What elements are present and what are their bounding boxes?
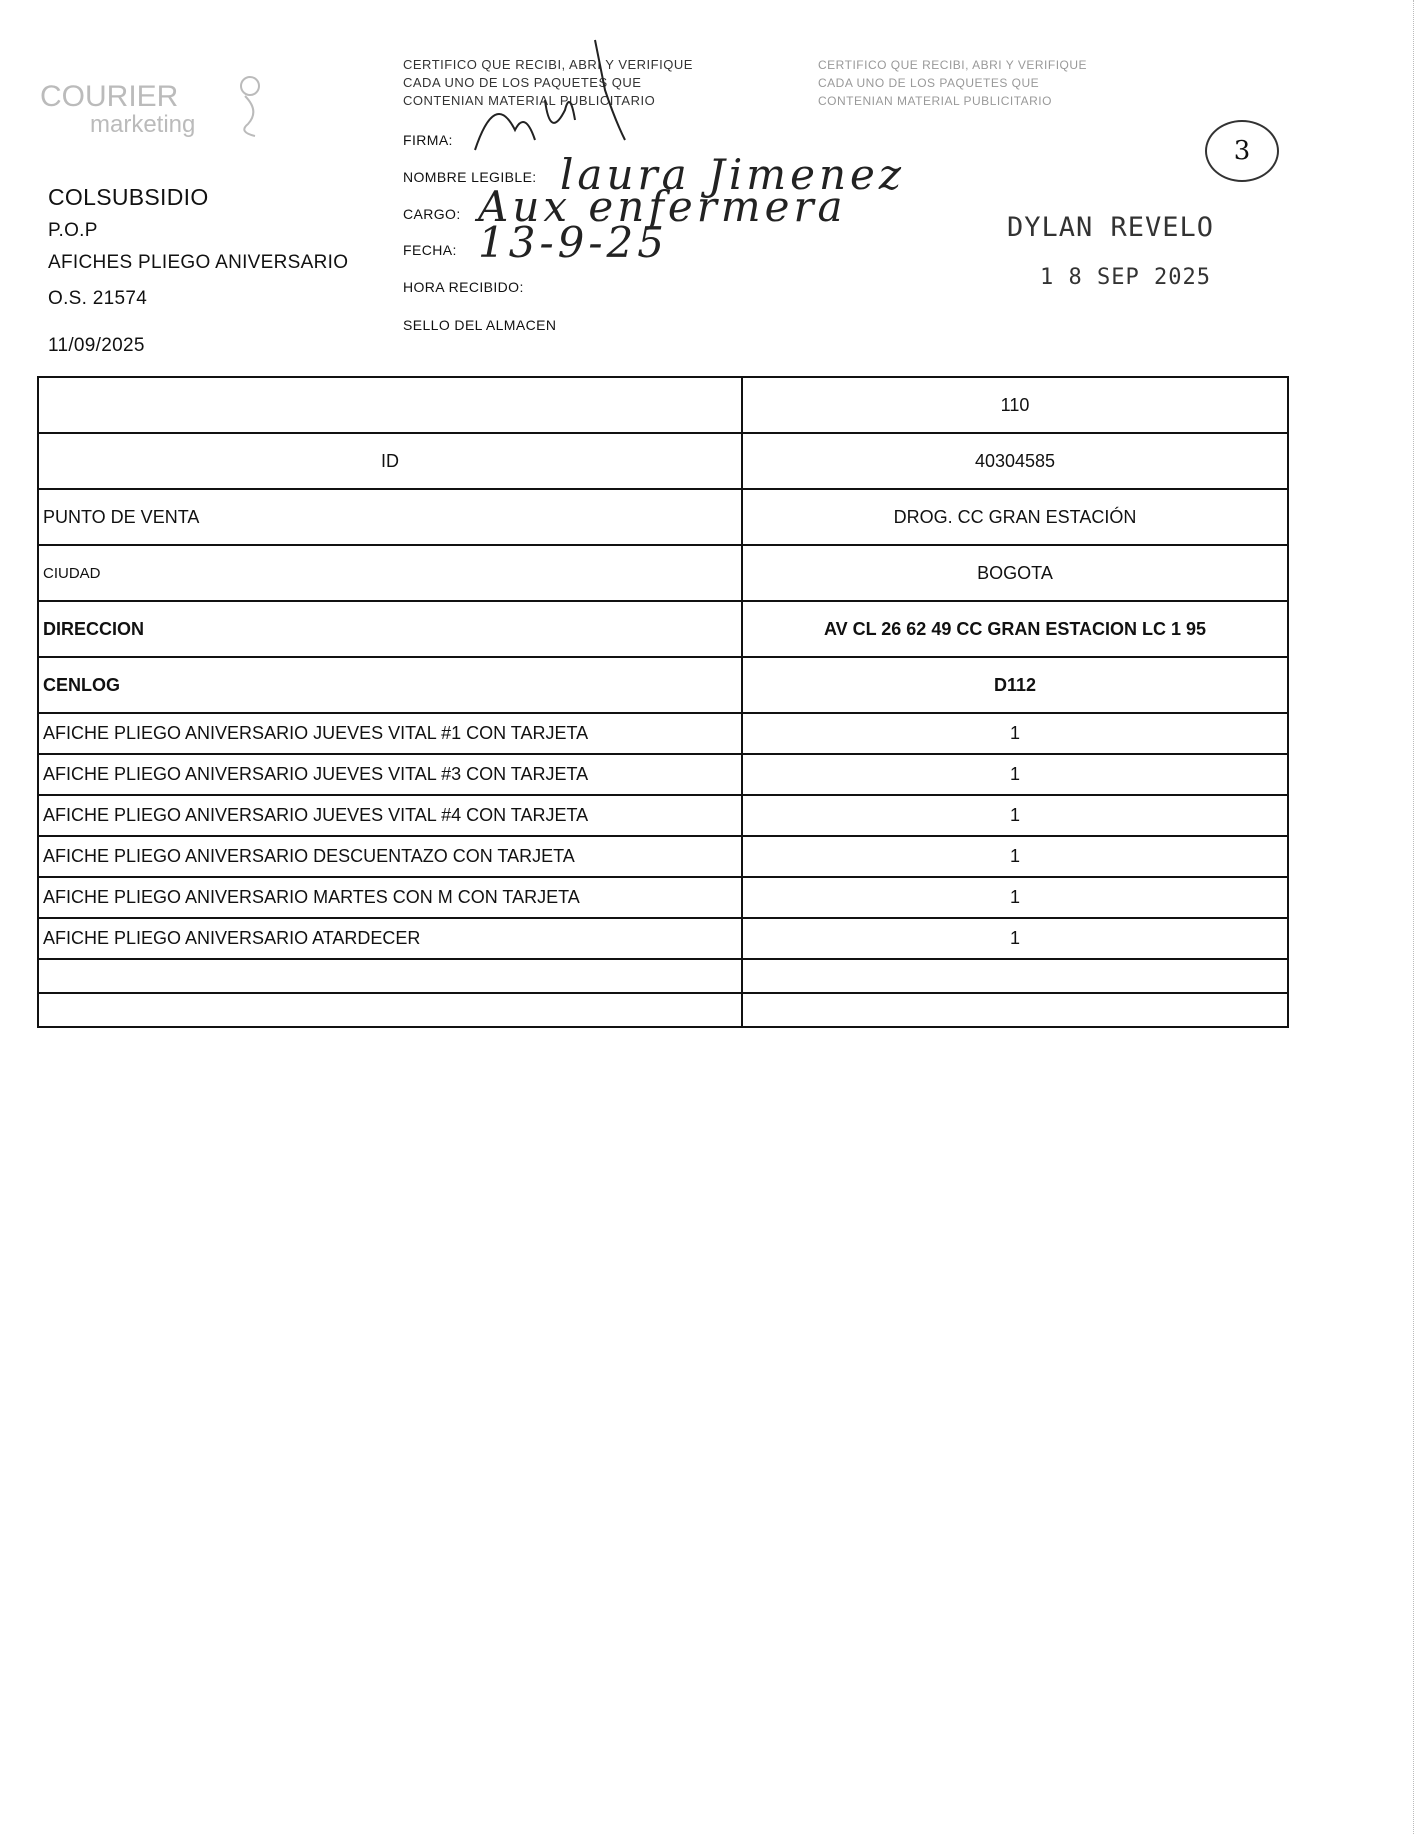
row-value: 110 <box>742 377 1288 433</box>
certification-text-faint <box>818 56 1087 110</box>
item-qty: 1 <box>742 918 1288 959</box>
certification-line: CONTENIAN MATERIAL PUBLICITARIO <box>403 93 656 108</box>
certification-line: CERTIFICO QUE RECIBI, ABRI Y VERIFIQUE <box>403 57 693 72</box>
handwritten-name: laura Jimenez <box>560 150 905 199</box>
item-label: AFICHE PLIEGO ANIVERSARIO JUEVES VITAL #3 CON TARJETA <box>38 754 742 795</box>
row-value: D112 <box>742 657 1288 713</box>
certification-line: CONTENIAN MATERIAL PUBLICITARIO <box>818 94 1052 108</box>
item-row <box>38 754 1288 795</box>
row-value: DROG. CC GRAN ESTACIÓN <box>742 489 1288 545</box>
nombre-label: NOMBRE LEGIBLE: <box>403 169 537 185</box>
item-row <box>38 713 1288 754</box>
certification-line: CERTIFICO QUE RECIBI, ABRI Y VERIFIQUE <box>818 58 1088 72</box>
item-qty: 1 <box>742 713 1288 754</box>
item-label: AFICHE PLIEGO ANIVERSARIO ATARDECER <box>38 918 742 959</box>
logo-icon <box>20 66 270 140</box>
item-qty: 1 <box>742 836 1288 877</box>
row-label: DIRECCION <box>38 601 742 657</box>
table-row <box>38 545 1288 601</box>
page-number-mark <box>1205 120 1279 182</box>
client-name: COLSUBSIDIO <box>48 184 209 210</box>
item-qty: 1 <box>742 754 1288 795</box>
empty-cell <box>38 993 742 1027</box>
document-date: 11/09/2025 <box>48 335 145 356</box>
item-label: AFICHE PLIEGO ANIVERSARIO DESCUENTAZO CON TARJETA <box>38 836 742 877</box>
item-qty: 1 <box>742 877 1288 918</box>
table-row <box>38 489 1288 545</box>
cargo-label: CARGO: <box>403 206 461 222</box>
item-row <box>38 836 1288 877</box>
receiver-stamp-date: 1 8 SEP 2025 <box>1040 265 1211 290</box>
fecha-label: FECHA: <box>403 242 457 258</box>
certification-line: CADA UNO DE LOS PAQUETES QUE <box>818 76 1040 90</box>
campaign-name: AFICHES PLIEGO ANIVERSARIO <box>48 252 349 273</box>
item-label: AFICHE PLIEGO ANIVERSARIO MARTES CON M CON TARJETA <box>38 877 742 918</box>
item-qty: 1 <box>742 795 1288 836</box>
company-logo <box>20 66 270 140</box>
page-number: 3 <box>1233 136 1251 166</box>
empty-cell <box>742 959 1288 993</box>
item-row <box>38 795 1288 836</box>
empty-row <box>38 959 1288 993</box>
row-label: CIUDAD <box>38 545 742 601</box>
item-label: AFICHE PLIEGO ANIVERSARIO JUEVES VITAL #1 CON TARJETA <box>38 713 742 754</box>
scan-edge <box>1413 0 1415 1834</box>
sello-label: SELLO DEL ALMACEN <box>403 317 557 333</box>
svg-text:marketing: marketing <box>90 111 196 138</box>
certification-line: CADA UNO DE LOS PAQUETES QUE <box>403 75 642 90</box>
row-label <box>38 377 742 433</box>
delivery-table <box>37 376 1289 1028</box>
receiver-stamp-name: DYLAN REVELO <box>1007 212 1215 243</box>
row-label: ID <box>38 433 742 489</box>
svg-text:COURIER: COURIER <box>40 80 179 113</box>
order-number: O.S. 21574 <box>48 288 148 309</box>
row-value: AV CL 26 62 49 CC GRAN ESTACION LC 1 95 <box>742 601 1288 657</box>
material-type: P.O.P <box>48 220 98 241</box>
row-label: PUNTO DE VENTA <box>38 489 742 545</box>
row-label: CENLOG <box>38 657 742 713</box>
row-value: BOGOTA <box>742 545 1288 601</box>
row-value: 40304585 <box>742 433 1288 489</box>
table-row <box>38 377 1288 433</box>
firma-label: FIRMA: <box>403 132 453 148</box>
empty-cell <box>38 959 742 993</box>
table-row <box>38 657 1288 713</box>
item-row <box>38 918 1288 959</box>
empty-cell <box>742 993 1288 1027</box>
signature-icon <box>455 30 655 160</box>
handwritten-cargo: Aux enfermera <box>478 182 847 231</box>
hora-label: HORA RECIBIDO: <box>403 279 524 295</box>
table-row <box>38 433 1288 489</box>
item-row <box>38 877 1288 918</box>
item-label: AFICHE PLIEGO ANIVERSARIO JUEVES VITAL #4 CON TARJETA <box>38 795 742 836</box>
table-row <box>38 601 1288 657</box>
empty-row <box>38 993 1288 1027</box>
handwritten-date: 13-9-25 <box>478 218 668 267</box>
